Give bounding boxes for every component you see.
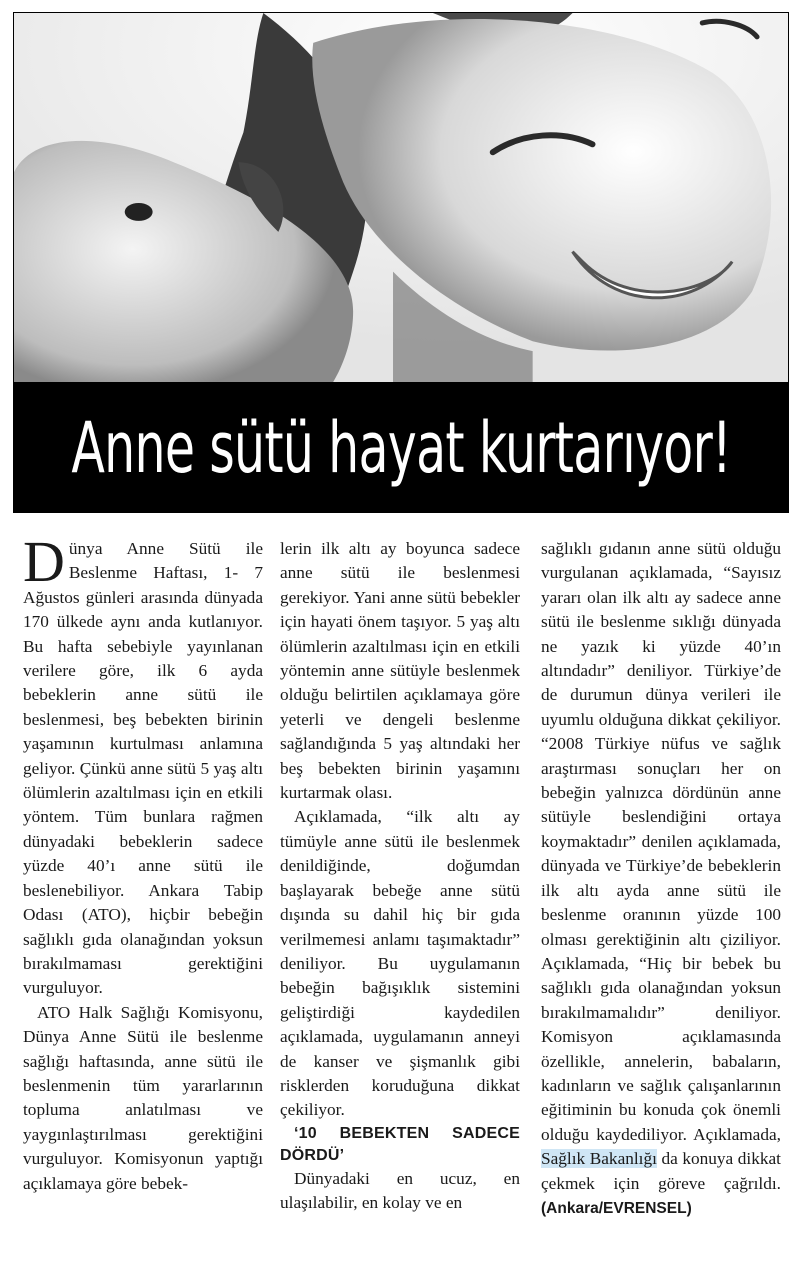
column-2 — [280, 537, 520, 1216]
paragraph-text: sağlıklı gıdanın anne sütü olduğu vurgulanan açıklamada, “Sayısız yararı olan ilk altı ay sadece anne sütü ile beslenme sıklığı dünyada ne yazık ki yüzde 40’ın altındadır” deniliyor. Türkiye’de de durumun dünya verileri ile uyumlu olduğuna dikkat çekiliyor. “2008 Türkiye nüfus ve sağlık araştırması sonuçları her on bebeğin yalnızca dördünün anne sütüyle beslendiğini ortaya koymaktadır” denilen açıklamada, dünyada ve Türkiye’de bebeklerin ilk altı ayda anne sütü ile beslenme oranının yüzde 100 olması gerektiğinin altı çiziliyor. Açıklamada, “Hiç bir bebek bu sağlıklı gıda olanağından yoksun bırakılmamalıdır” deniliyor. Komisyon açıklamasında özellikle, annelerin, babaların, kadınların ve sağlık çalışanlarının eğitiminin bu konuda çok önemli olduğu kaydediliyor. Açıklamada, — [541, 539, 781, 1144]
paragraph — [23, 529, 263, 1001]
photo-illustration — [14, 13, 788, 382]
highlighted-text: Sağlık Bakanlığı — [541, 1149, 657, 1169]
drop-cap: D — [23, 529, 65, 594]
paragraph: ATO Halk Sağlığı Komisyonu, Dünya Anne Sütü ile beslenme sağlığı haftasında, anne sütü ile beslenmenin tüm yararlarının topluma anlatılması ve yaygınlaştırılması gerektiğini vurguluyor. Komisyonun yaptığı açıklamaya göre bebek- — [23, 1002, 263, 1193]
paragraph-text: ünya Anne Sütü ile Beslenme Haftası, 1- 7 Ağustos günleri arasında dünyada 170 ülkede aynı anda kutlanıyor. Bu hafta sebebiyle yayınlanan verilere göre, ilk 6 ayda bebeklerin anne sütü ile beslenmesi, beş bebekten birinin yaşamının kurtulması anlamına geliyor. Çünkü anne sütü 5 yaş altı ölümlerin azaltılması için en etkili yöntem. Tüm bunlara rağmen dünyadaki bebeklerin sadece yüzde 40’ı anne sütü ile beslenebiliyor. Ankara Tabip Odası (ATO), hiçbir bebeğin sağlıklı gıda olanağından yoksun bırakılmaması gerektiğini vurguluyor. — [23, 539, 263, 998]
paragraph: Açıklamada, “ilk altı ay tümüyle anne sütü ile beslenmek denildiğinde, doğumdan başlayarak bebeğe anne sütü dışında su dahil hiç bir gıda verilmemesi anlamı taşımaktadır” deniliyor. Bu uygulamanın bebeğin bağışıklık sistemini geliştirdiği kaydedilen açıklamada, uygulamanın anneyi de kanser ve şişmanlık gibi risklerden koruduğuna dikkat çekiliyor. — [280, 807, 520, 1120]
headline: Anne sütü hayat kurtarıyor! — [71, 407, 731, 489]
column-3 — [541, 537, 781, 1221]
article-photo-mother-baby — [13, 12, 789, 383]
paragraph — [541, 537, 781, 1221]
paragraph: Dünyadaki en ucuz, en ulaşılabilir, en kolay ve en — [280, 1168, 520, 1213]
byline: (Ankara/EVRENSEL) — [541, 1199, 692, 1217]
headline-bar — [13, 383, 789, 513]
column-1 — [23, 529, 263, 1196]
subheading: ‘10 BEBEKTEN SADECE DÖRDÜ’ — [280, 1124, 520, 1164]
paragraph-text: da konuya dikkat çekmek için göreve çağrıldı. — [541, 1149, 781, 1193]
paragraph: lerin ilk altı ay boyunca sadece anne sütü ile beslenmesi gerekiyor. Yani anne sütü bebekler için hayati önem taşıyor. 5 yaş altı ölümlerin azaltılması için en etkili yöntemin anne sütüyle beslenmek olduğu belirtilen açıklamaya göre yeterli ve dengeli beslenme sağlandığında 5 yaş altındaki her beş bebekten birinin yaşamını kurtarmak olası. — [280, 539, 520, 803]
